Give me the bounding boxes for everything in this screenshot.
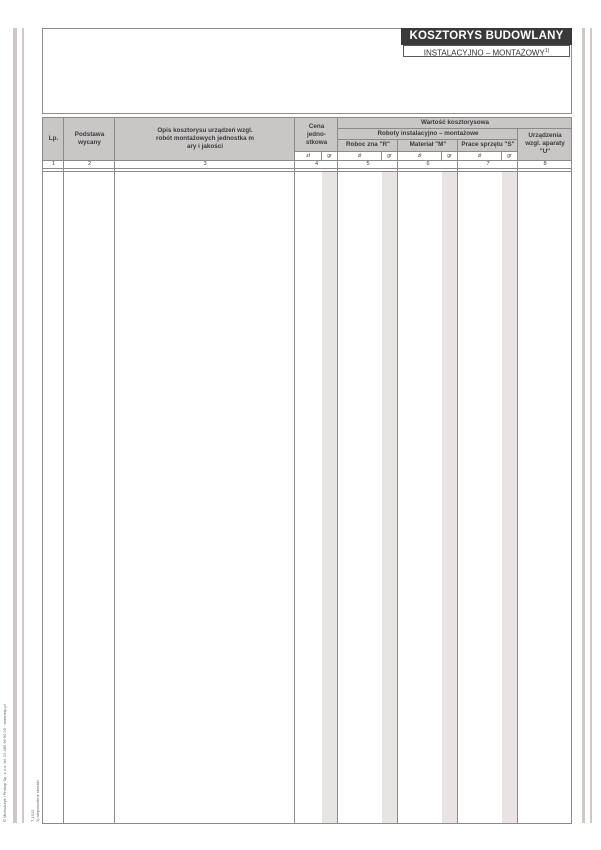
col-line-podstawa bbox=[114, 117, 115, 824]
unit-gr-cena: gr bbox=[327, 152, 332, 159]
gr-column-shade-m bbox=[442, 172, 458, 823]
header-robocizna: Roboc zna "R" bbox=[345, 141, 391, 148]
col-line-cena bbox=[337, 117, 338, 824]
header-roboty: Roboty instalacyjno – montażowe bbox=[377, 129, 479, 137]
unit-gr-s: gr bbox=[507, 152, 512, 159]
header-urzadzenia: Urządzenia wzgl. aparaty "U" bbox=[525, 132, 565, 155]
col-line-s bbox=[517, 128, 518, 824]
publisher-imprint: © Michalczyk i Prokop Sp. z o.o. tel. 22 485 96 90 26 · www.mip.pl bbox=[2, 704, 7, 822]
header-opis: Opis kosztorysu urządzeń wzgl. robót montażowych jednostka m ary i jakości bbox=[156, 127, 254, 150]
left-edge-bar-inner bbox=[22, 28, 24, 823]
header-material: Materiał "M" bbox=[409, 141, 447, 148]
col-line-opis bbox=[294, 117, 295, 824]
form-title: KOSZTORYS BUDOWLANY bbox=[401, 28, 572, 45]
table-bottom-line bbox=[42, 823, 572, 824]
unit-gr-m: gr bbox=[447, 152, 452, 159]
unit-gr-r: gr bbox=[387, 152, 392, 159]
form-title-block bbox=[401, 28, 572, 58]
col-line-r bbox=[397, 139, 398, 824]
unit-zl-cena: zł bbox=[306, 152, 310, 159]
header-sprzet: Prace sprzętu "S" bbox=[461, 141, 515, 148]
col-number-3: 3 bbox=[203, 161, 207, 167]
right-edge-bar bbox=[582, 28, 585, 823]
col-number-4: 4 bbox=[314, 161, 319, 167]
header-cena: Cena jedno- stkowa bbox=[305, 122, 328, 146]
col-line-s-gr bbox=[501, 151, 502, 160]
table-left-border bbox=[42, 117, 43, 824]
table-right-border bbox=[571, 117, 572, 824]
col-line-r-gr bbox=[381, 151, 382, 160]
right-edge-bar-outer bbox=[590, 28, 592, 823]
col-number-5: 5 bbox=[366, 161, 370, 167]
col-number-6: 6 bbox=[426, 161, 430, 167]
gr-column-shade-s bbox=[502, 172, 518, 823]
gr-column-shade-cena bbox=[322, 172, 338, 823]
header-lp: Lp. bbox=[48, 135, 59, 142]
col-number-1: 1 bbox=[51, 161, 56, 167]
footnote: 1) niepotrzebne skreślić bbox=[35, 779, 40, 822]
header-podstawa: Podstawa wycany bbox=[74, 131, 105, 146]
left-edge-bar bbox=[13, 28, 17, 823]
form-subtitle: INSTALACYJNO – MONTAŻOWY$^{1)}$ bbox=[403, 45, 570, 57]
body-top-line bbox=[42, 171, 572, 172]
gr-column-shade-r bbox=[382, 172, 398, 823]
col-line-lp bbox=[63, 117, 64, 824]
numbers-bottom-line bbox=[42, 168, 572, 169]
col-line-m-gr bbox=[441, 151, 442, 160]
header-wartosc: Wartość kosztorysowa bbox=[420, 119, 489, 126]
col-line-cena-gr bbox=[321, 151, 322, 160]
col-number-8: 8 bbox=[543, 161, 547, 167]
roboty-under-line bbox=[338, 139, 518, 140]
col-number-2: 2 bbox=[87, 161, 92, 167]
form-code: T-1012 bbox=[30, 809, 35, 822]
unit-zl-r: zł bbox=[357, 152, 362, 159]
unit-zl-s: zł bbox=[477, 152, 482, 159]
units-top-line bbox=[295, 151, 518, 152]
wartosc-under-line bbox=[338, 128, 572, 129]
table-top-line bbox=[42, 117, 572, 118]
unit-zl-m: zł bbox=[417, 152, 422, 159]
col-number-7: 7 bbox=[486, 161, 490, 167]
col-line-m bbox=[457, 139, 458, 824]
numbers-top-line bbox=[42, 160, 572, 161]
